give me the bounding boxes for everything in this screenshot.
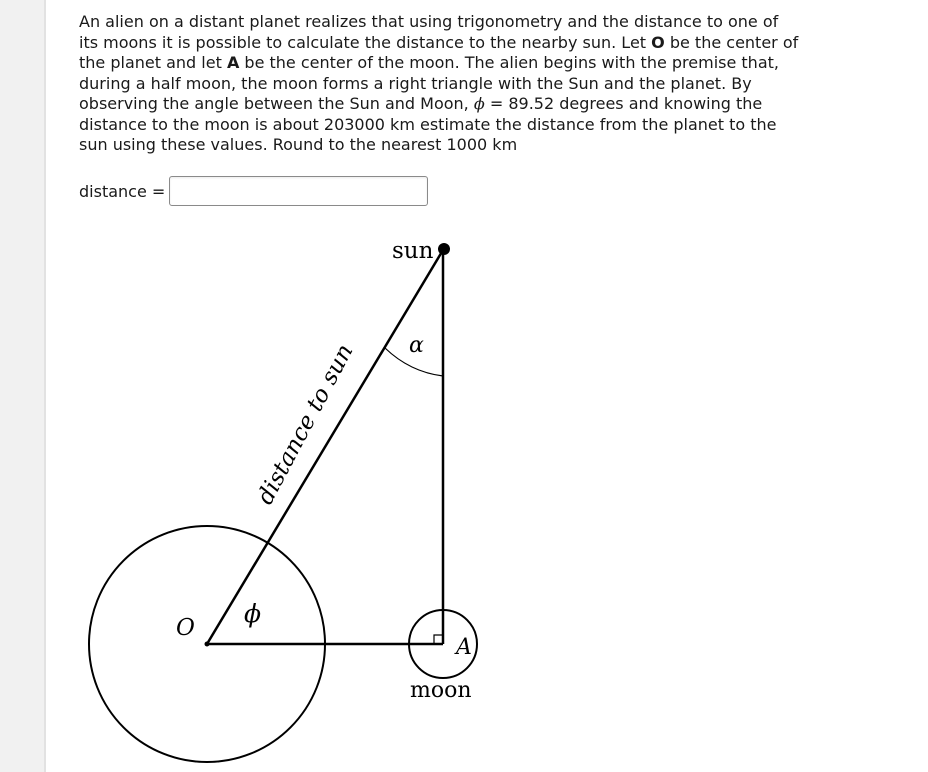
right-angle-marker: [434, 635, 443, 644]
planet-center-dot: [205, 642, 210, 647]
problem-text-4: = 89.52 degrees and knowing the distance to the moon is about 203000 km estimate the distance from the planet to the sun using these values. Round to the nearest 1000 km: [79, 94, 777, 154]
planet-center-label: O: [176, 615, 195, 641]
phi-label: ϕ: [244, 599, 262, 628]
distance-to-sun-line: [207, 250, 443, 644]
problem-text-1: An alien on a distant planet realizes that using trigonometry and the distance to one of its moons it is possible to calculate the distance to the nearby sun. Let: [79, 12, 779, 52]
problem-text-2: be the center of the planet and let: [79, 32, 799, 72]
sun-dot: [438, 243, 450, 255]
distance-label: distance =: [79, 181, 166, 201]
moon-label: moon: [410, 678, 472, 703]
point-a-label: A: [226, 53, 240, 72]
phi-symbol: ϕ: [473, 94, 485, 113]
sun-label: sun: [392, 238, 434, 264]
point-o-label: O: [651, 32, 665, 52]
alpha-label: α: [409, 333, 424, 358]
problem-text-3: be the center of the moon. The alien begins with the premise that, during a half moon, the moon forms a right triangle with the Sun and the planet. By observing the angle between the Sun and Moon,: [79, 53, 779, 113]
moon-center-label: A: [456, 635, 472, 660]
distance-to-sun-label: distance to sun: [252, 340, 359, 509]
